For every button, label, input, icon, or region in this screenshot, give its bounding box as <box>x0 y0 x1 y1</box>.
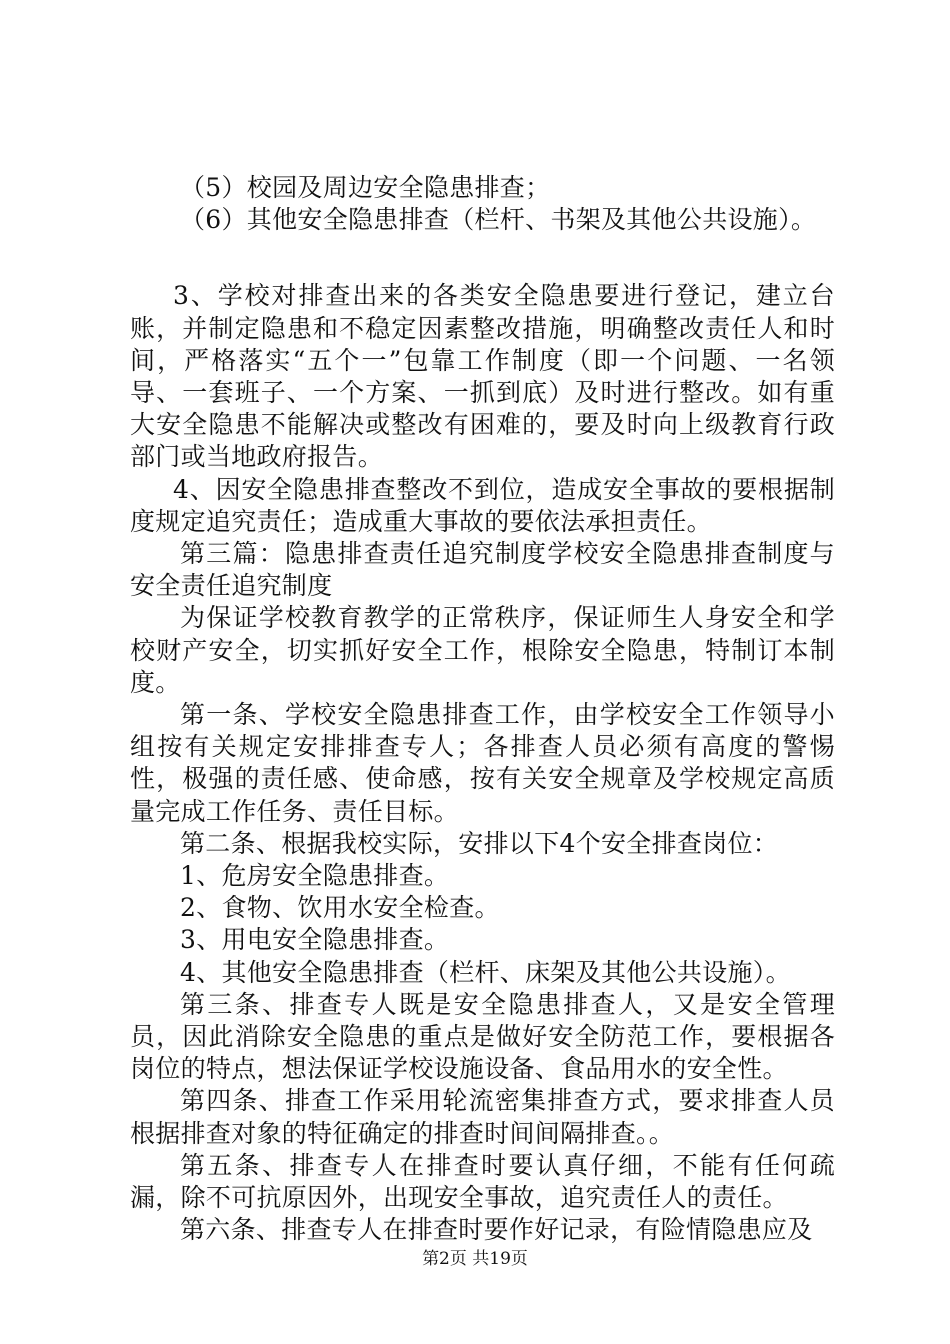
paragraph-item-4: 4、因安全隐患排查整改不到位，造成安全事故的要根据制度规定追究责任；造成重大事故的要依法承担责任。 <box>130 474 835 536</box>
post-item-4: 4、其他安全隐患排查（栏杆、床架及其他公共设施）。 <box>180 957 791 987</box>
section-heading: 第三篇：隐患排查责任追究制度学校安全隐患排查制度与安全责任追究制度 <box>130 539 835 601</box>
article-1: 第一条、学校安全隐患排查工作，由学校安全工作领导小组按有关规定安排排查专人；各排查人员必须有高度的警惕性，极强的责任感、使命感，按有关安全规章及学校规定高质量完成工作任务、责任目标。 <box>130 700 835 826</box>
list-item-6: （6）其他安全隐患排查（栏杆、书架及其他公共设施）。 <box>180 205 817 235</box>
article-3: 第三条、排查专人既是安全隐患排查人，又是安全管理员，因此消除安全隐患的重点是做好安全防范工作，要根据各岗位的特点，想法保证学校设施设备、食品用水的安全性。 <box>130 989 835 1084</box>
paragraph-item-3: 3、学校对排查出来的各类安全隐患要进行登记，建立台账，并制定隐患和不稳定因素整改措施，明确整改责任人和时间，严格落实“五个一”包靠工作制度（即一个问题、一名领导、一套班子、一个方案、一抓到底）及时进行整改。如有重大安全隐患不能解决或整改有困难的，要及时向上级教育行政部门或当地政府报告。 <box>130 281 835 472</box>
list-item-5: （5）校园及周边安全隐患排查； <box>180 173 551 202</box>
post-item-2: 2、食物、饮用水安全检查。 <box>180 893 500 923</box>
paragraph-preamble: 为保证学校教育教学的正常秩序，保证师生人身安全和学校财产安全，切实抓好安全工作，根除安全隐患，特制订本制度。 <box>130 603 835 697</box>
paragraph-gap <box>130 236 835 280</box>
post-item-1: 1、危房安全隐患排查。 <box>180 861 450 891</box>
article-2: 第二条、根据我校实际，安排以下4个安全排查岗位： <box>180 828 779 858</box>
post-item-3: 3、用电安全隐患排查。 <box>180 925 450 955</box>
article-4: 第四条、排查工作采用轮流密集排查方式，要求排查人员根据排查对象的特征确定的排查时间间隔排查。。 <box>130 1086 835 1148</box>
document-body <box>130 172 835 1247</box>
page-number-footer: 第2页 共19页 <box>422 1249 528 1269</box>
article-5: 第五条、排查专人在排查时要认真仔细，不能有任何疏漏，除不可抗原因外，出现安全事故，追究责任人的责任。 <box>130 1150 835 1213</box>
article-6: 第六条、排查专人在排查时要作好记录，有险情隐患应及 <box>180 1215 813 1245</box>
